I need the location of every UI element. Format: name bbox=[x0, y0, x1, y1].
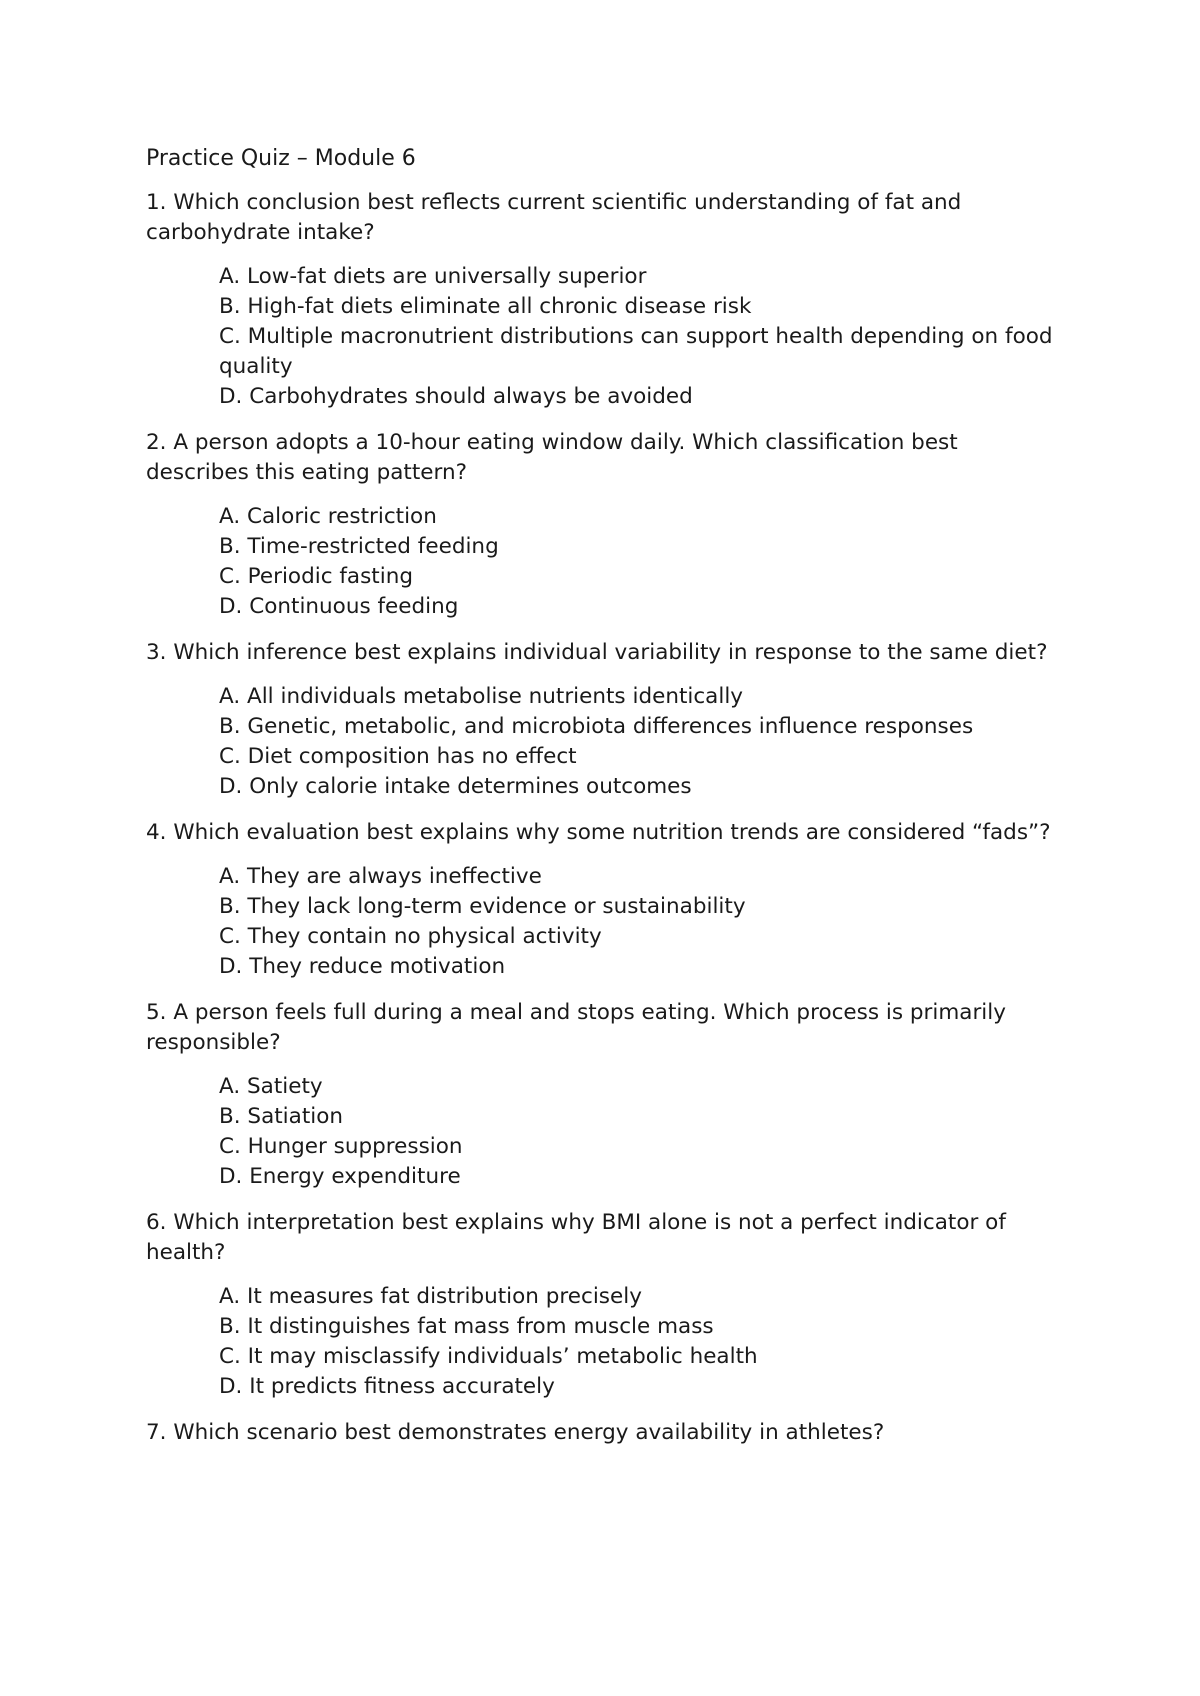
answer-option: D. It predicts fitness accurately bbox=[219, 1374, 555, 1399]
answer-option: C. Periodic fasting bbox=[219, 564, 413, 589]
answer-option: A. It measures fat distribution precisely bbox=[219, 1284, 642, 1309]
answer-options bbox=[146, 682, 1066, 802]
answer-option: D. Carbohydrates should always be avoided bbox=[219, 384, 693, 409]
document-page bbox=[146, 144, 1066, 1464]
answer-option: D. Energy expenditure bbox=[219, 1164, 461, 1189]
answer-option: A. They are always ineffective bbox=[219, 864, 542, 889]
answer-option: D. Only calorie intake determines outcomes bbox=[219, 774, 692, 799]
answer-option: B. Time-restricted feeding bbox=[219, 534, 499, 559]
question-item bbox=[146, 1418, 1066, 1448]
answer-option: C. Diet composition has no effect bbox=[219, 744, 577, 769]
question-text: 5. A person feels full during a meal and stops eating. Which process is primarily responsible? bbox=[146, 1000, 1006, 1055]
answer-option: B. High-fat diets eliminate all chronic disease risk bbox=[219, 294, 752, 319]
question-item bbox=[146, 1208, 1066, 1402]
answer-option: D. Continuous feeding bbox=[219, 594, 459, 619]
question-item bbox=[146, 428, 1066, 622]
answer-options bbox=[146, 1282, 1066, 1402]
answer-option: A. Low-fat diets are universally superior bbox=[219, 264, 647, 289]
question-text: 3. Which inference best explains individual variability in response to the same diet? bbox=[146, 640, 1048, 665]
answer-option: C. Multiple macronutrient distributions can support health depending on food quality bbox=[219, 324, 1053, 379]
answer-option: B. It distinguishes fat mass from muscle mass bbox=[219, 1314, 714, 1339]
answer-option: C. They contain no physical activity bbox=[219, 924, 602, 949]
question-item bbox=[146, 638, 1066, 802]
question-text: 1. Which conclusion best reflects current scientific understanding of fat and carbohydrate intake? bbox=[146, 190, 962, 245]
answer-option: B. Genetic, metabolic, and microbiota differences influence responses bbox=[219, 714, 974, 739]
answer-option: A. Caloric restriction bbox=[219, 504, 437, 529]
question-text: 7. Which scenario best demonstrates energy availability in athletes? bbox=[146, 1420, 885, 1445]
question-list bbox=[146, 188, 1066, 1448]
question-text: 2. A person adopts a 10-hour eating window daily. Which classification best describes this eating pattern? bbox=[146, 430, 958, 485]
answer-options bbox=[146, 502, 1066, 622]
answer-option: D. They reduce motivation bbox=[219, 954, 506, 979]
question-item bbox=[146, 818, 1066, 982]
question-text: 6. Which interpretation best explains why BMI alone is not a perfect indicator of health? bbox=[146, 1210, 1006, 1265]
answer-option: C. Hunger suppression bbox=[219, 1134, 463, 1159]
answer-options bbox=[146, 262, 1066, 412]
answer-option: A. Satiety bbox=[219, 1074, 323, 1099]
answer-option: B. They lack long-term evidence or sustainability bbox=[219, 894, 746, 919]
answer-option: A. All individuals metabolise nutrients identically bbox=[219, 684, 744, 709]
question-text: 4. Which evaluation best explains why some nutrition trends are considered “fads”? bbox=[146, 820, 1051, 845]
document-title: Practice Quiz – Module 6 bbox=[146, 146, 416, 171]
answer-options bbox=[146, 1072, 1066, 1192]
question-item bbox=[146, 998, 1066, 1192]
answer-option: B. Satiation bbox=[219, 1104, 344, 1129]
answer-options bbox=[146, 862, 1066, 982]
question-item bbox=[146, 188, 1066, 412]
answer-option: C. It may misclassify individuals’ metabolic health bbox=[219, 1344, 758, 1369]
